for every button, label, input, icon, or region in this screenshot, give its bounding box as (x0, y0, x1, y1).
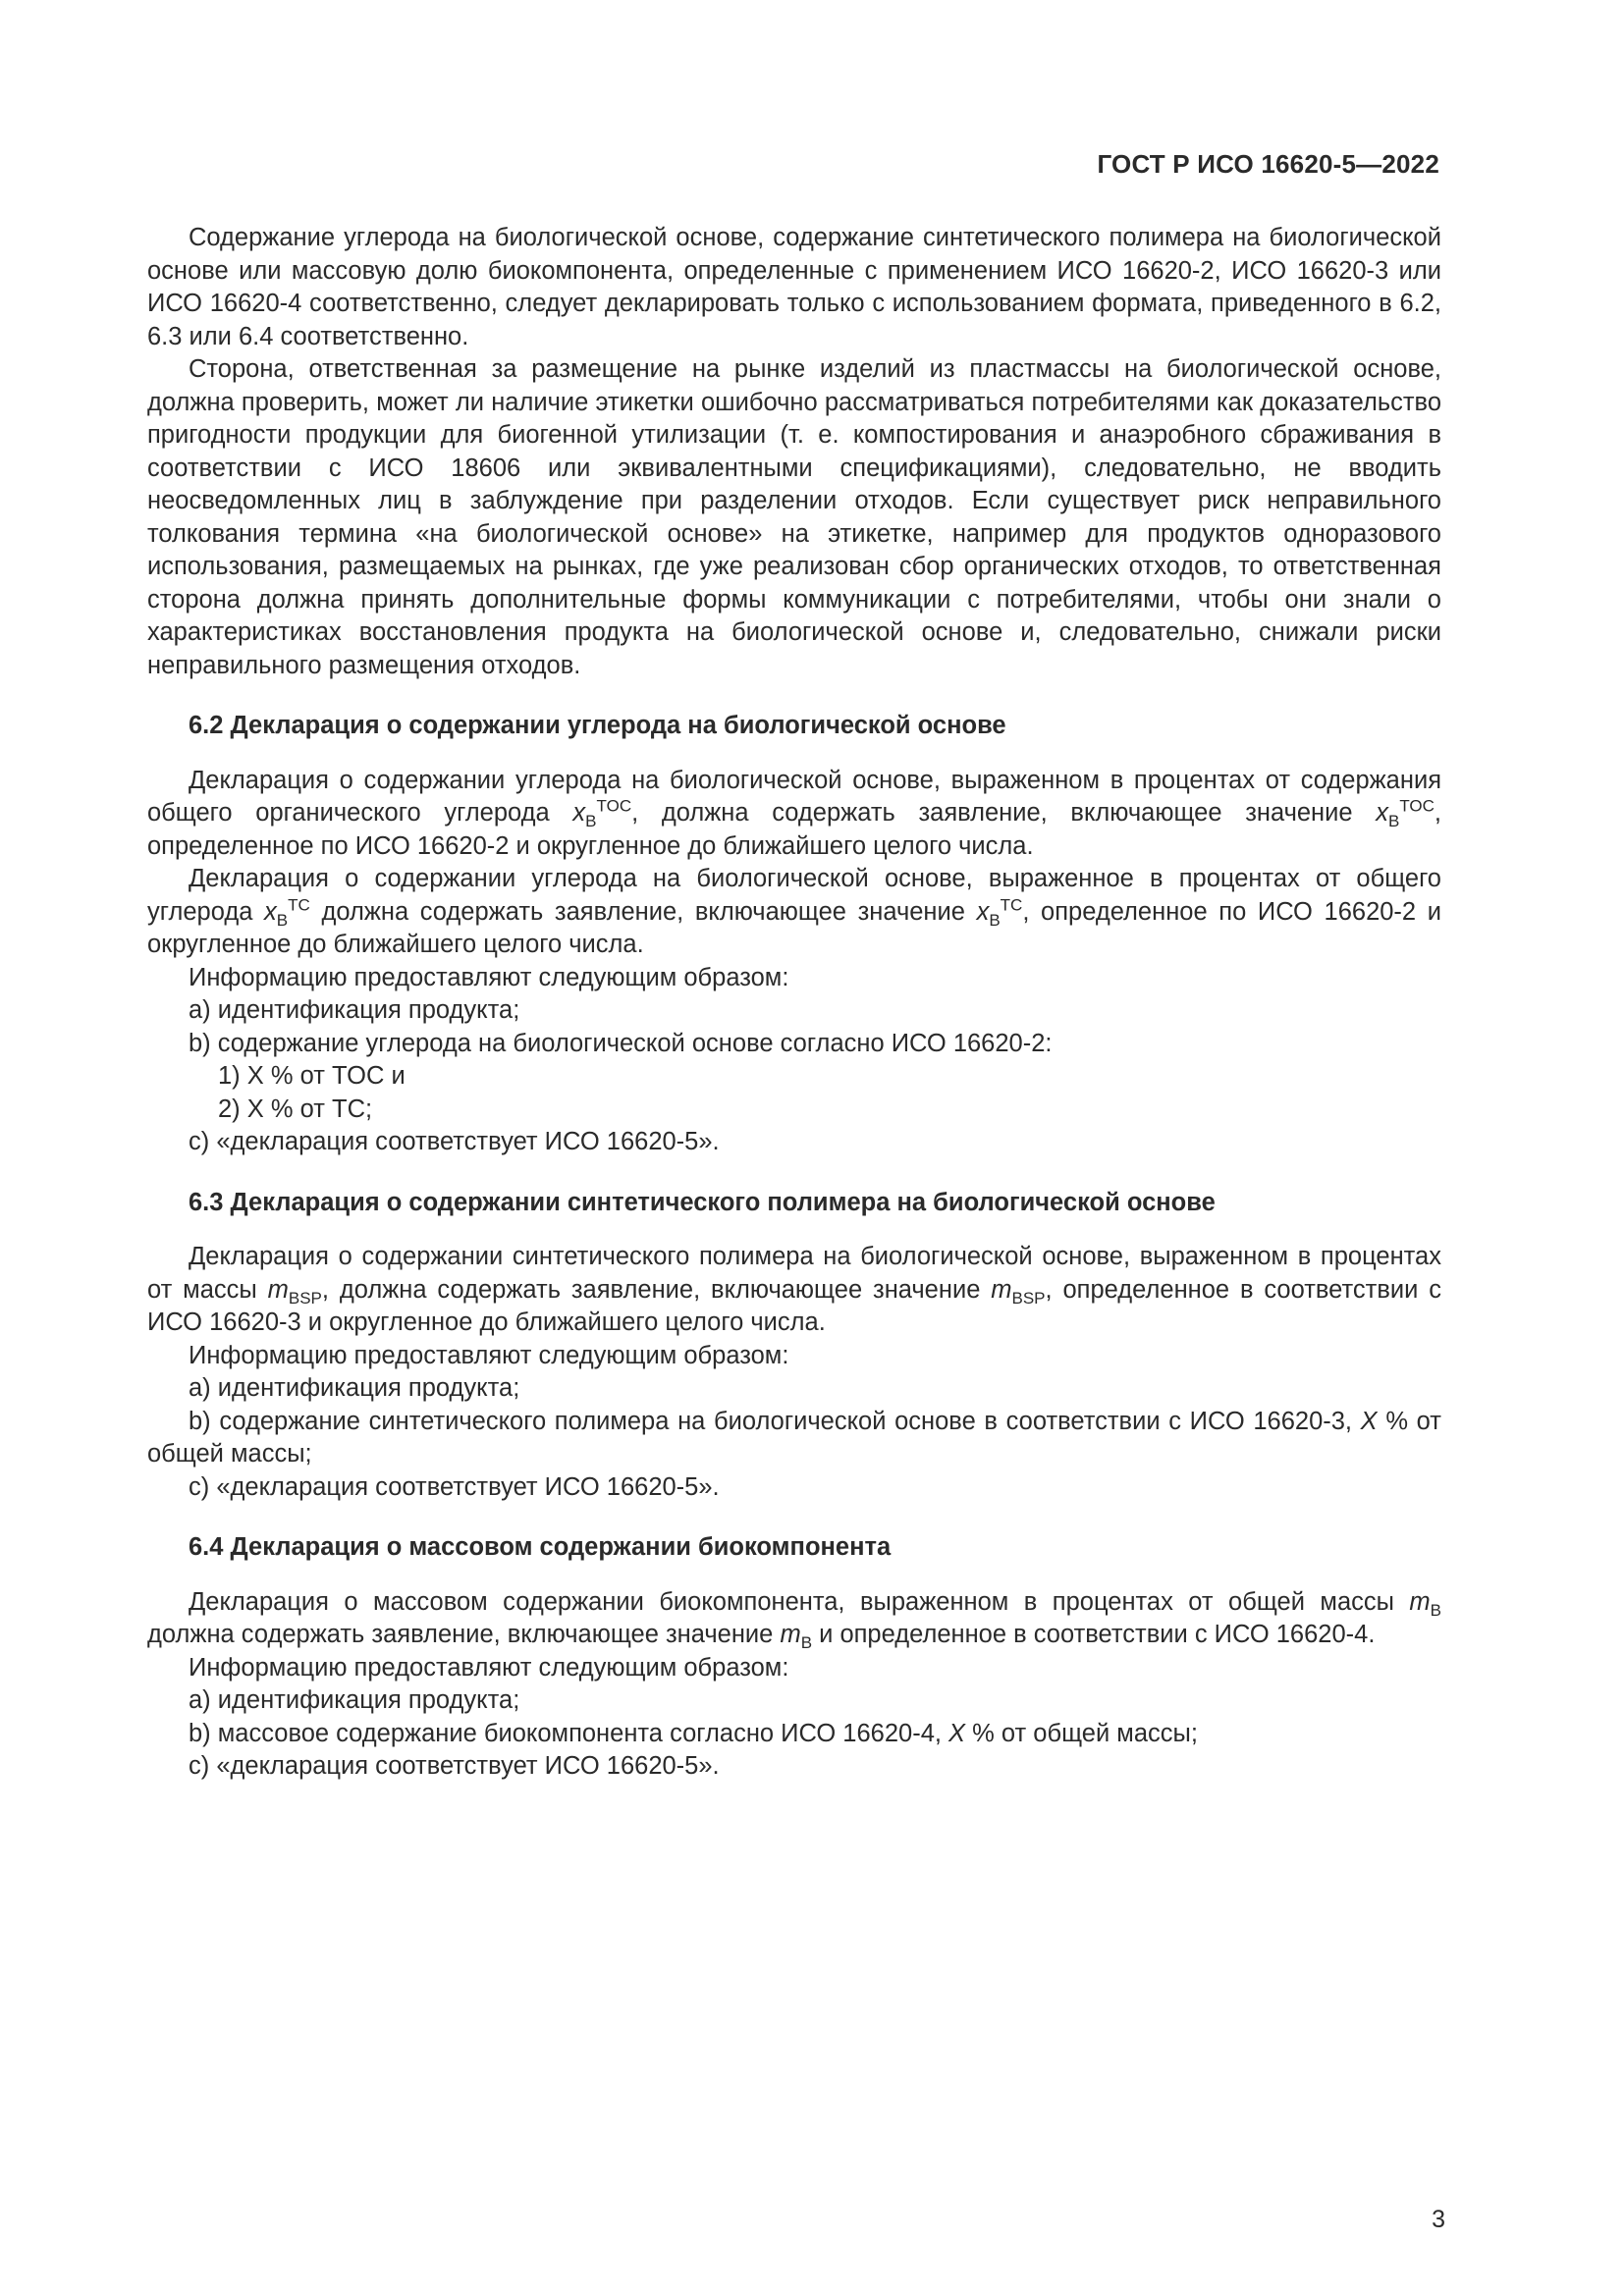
section-6-2-paragraph-1: Декларация о содержании углерода на биологической основе, выраженном в процентах от содержания общего органического углерода $x_B^{TOC}$, должна содержать заявление, включающее значение $x_B^{TOC}$, определенное по ИСО 16620-2 и округленное до ближайшего целого числа. (147, 766, 1442, 860)
section-6-4-heading: 6.4 Декларация о массовом содержании биокомпонента (189, 1533, 892, 1561)
page-content (147, 222, 1441, 1784)
section-6-4-paragraph-1: Декларация о массовом содержании биокомпонента, выраженном в процентах от общей массы $m_B$ должна содержать заявление, включающее значение $m_B$ и определенное в соответствии с ИСО 16620-4. (147, 1587, 1441, 1653)
list-item: a) идентификация продукта; (189, 996, 520, 1024)
intro-paragraph-2: Сторона, ответственная за размещение на рынке изделий из пластмассы на биологической основе, должна проверить, может ли наличие этикетки ошибочно рассматриваться потребителями как доказательство пригодности продукции для биогенной утилизации (т. е. компостирования и анаэробного сбраживания в соответствии с ИСО 18606 или эквивалентными спецификациями), следовательно, не вводить неосведомленных лиц в заблуждение при разделении отходов. Если существует риск неправильного толкования термина «на биологической основе» на этикетке, например для продуктов одноразового использования, размещаемых на рынках, где уже реализован сбор органических отходов, то ответственная сторона должна принять дополнительные формы коммуникации с потребителями, чтобы они знали о характеристиках восстановления продукта на биологической основе и, следовательно, снижали риски неправильного размещения отходов. (147, 355, 1441, 679)
page-number: 3 (1432, 2206, 1445, 2233)
section-6-3-paragraph-1: Декларация о содержании синтетического полимера на биологической основе, выраженном в процентах от массы $m_{BSP}$, должна содержать заявление, включающее значение $m_{BSP}$, определенное в соответствии с ИСО 16620-3 и округленное до ближайшего целого числа. (147, 1243, 1441, 1336)
section-6-2-info: Информацию предоставляют следующим образом: (189, 963, 789, 991)
list-item: a) идентификация продукта; (189, 1686, 520, 1714)
document-id-header: ГОСТ Р ИСО 16620-5—2022 (1097, 149, 1439, 179)
intro-paragraph-1: Содержание углерода на биологической основе, содержание синтетического полимера на биологической основе или массовую долю биокомпонента, определенные с применением ИСО 16620-2, ИСО 16620-3 или ИСО 16620-4 соответственно, следует декларировать только с использованием формата, приведенного в 6.2, 6.3 или 6.4 соответственно. (147, 224, 1441, 350)
list-item: c) «декларация соответствует ИСО 16620-5». (189, 1472, 720, 1501)
sub-list-item: 2) X % от TC; (218, 1095, 373, 1123)
section-6-2-paragraph-2: Декларация о содержании углерода на биологической основе, выраженное в процентах от общего углерода $x_B^{TC}$ должна содержать заявление, включающее значение $x_B^{TC}$, определенное по ИСО 16620-2 и округленное до ближайшего целого числа. (147, 865, 1441, 958)
list-item: b) содержание углерода на биологической основе согласно ИСО 16620-2: (189, 1029, 1053, 1057)
section-6-3-heading: 6.3 Декларация о содержании синтетического полимера на биологической основе (189, 1188, 1216, 1216)
section-6-2-heading: 6.2 Декларация о содержании углерода на биологической основе (189, 712, 1006, 739)
section-6-4-info: Информацию предоставляют следующим образом: (189, 1653, 789, 1682)
list-item: a) идентификация продукта; (189, 1374, 520, 1402)
section-6-3-info: Информацию предоставляют следующим образом: (189, 1341, 789, 1369)
list-item: b) массовое содержание биокомпонента согласно ИСО 16620-4, X % от общей массы; (189, 1719, 1198, 1747)
list-item: c) «декларация соответствует ИСО 16620-5». (189, 1128, 720, 1155)
list-item: b) содержание синтетического полимера на биологической основе в соответствии с ИСО 16620-3, X % от общей массы; (147, 1407, 1441, 1468)
list-item: c) «декларация соответствует ИСО 16620-5». (189, 1752, 720, 1780)
sub-list-item: 1) X % от TOC и (218, 1062, 406, 1090)
